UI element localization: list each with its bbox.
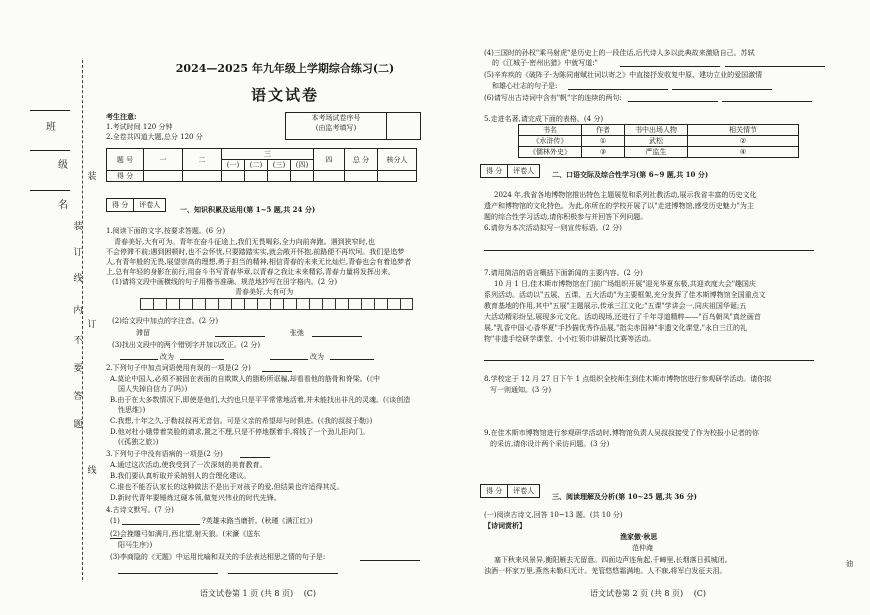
- margin-char: 要: [73, 364, 83, 374]
- book-cell[interactable]: ①: [582, 136, 625, 147]
- score-table: [106, 148, 417, 182]
- footer-left: [200, 588, 316, 599]
- q1-passage: 不会停滞不前;遇到困顿时,也不会怀忧,只要踏踏实实,就会敞开怀抱,前路便不再坎坷。我们是追梦: [106, 248, 405, 256]
- answer-line[interactable]: [672, 89, 772, 90]
- q4-line: 的《江城子·密州出猎》中就写道:": [492, 59, 598, 67]
- news-text: 教育基地的作用,其中"五展"主题展示,传承三江文化;"五课"学讲会一,同庆祖国华诞;五: [484, 302, 747, 310]
- score-cell[interactable]: [268, 171, 291, 182]
- answer-line[interactable]: [122, 524, 200, 525]
- score-cell[interactable]: [291, 171, 314, 182]
- book-table: [518, 124, 799, 158]
- poem-line: 浊酒一杯家万里,燕然未勒归无计。羌管悠悠霜满地。人不寐,将军白发征夫泪。: [484, 567, 727, 575]
- score-header: 核分人: [378, 149, 417, 171]
- book-cell[interactable]: ②: [688, 136, 799, 147]
- q1-passage: 人,有青年般的无畏,展望崇高的理想,勇于担当的精神,相信青春的未来无比灿烂,青春也会有着追梦者: [106, 258, 412, 266]
- score-header: 四: [314, 149, 345, 171]
- edge-char: 油: [846, 560, 853, 568]
- answer-line[interactable]: [725, 66, 825, 67]
- section-1-heading: 一、知识积累及运用(第 1~5 题,共 24 分): [180, 205, 316, 214]
- score-header: 二: [183, 149, 222, 171]
- margin-char: 题: [73, 420, 83, 430]
- q1-sub3: (3)找出文段中的两个错别字并加以改正。(2 分): [112, 341, 261, 349]
- q3-option-a: A.通过这次活动,使我受到了一次深刻的美育教育。: [110, 461, 267, 469]
- q2-option-a: A.莫论中国人,必须不被固在表面的自欺欺人的脂粉所诓骗,却看看他的筋骨和脊梁。(《中: [110, 375, 380, 383]
- q8-stem: 写一则通知。(3 分): [490, 386, 552, 394]
- seat-number-field[interactable]: [385, 112, 421, 140]
- score-cell[interactable]: [378, 171, 417, 182]
- poem-author: 范仲淹: [632, 544, 653, 552]
- notes-block: [106, 112, 203, 142]
- book-cell: 严监生: [625, 147, 688, 158]
- book-table-header: 作者: [582, 125, 625, 136]
- q4-line: (6)请写出古诗词中含有"帆"字的连续的两句:: [484, 94, 622, 102]
- seat-number-box: [285, 112, 387, 140]
- grader-box: [480, 484, 540, 498]
- q3-option-c: C.谁也不能否认家长的这种做法不是出于对孩子的爱,但结果也许适得其反。: [110, 483, 344, 491]
- note-item: 1.考试时间 120 分钟: [106, 123, 173, 131]
- section-2-heading: 二、口语交际及综合性学习(第 6~9 题,共 10 分): [552, 170, 709, 179]
- q1-passage: 上,总有年轻的身影在前行,用奋斗书写青春华章,以青春之我让未来精彩,青春力量将发挥出来。: [106, 268, 395, 276]
- q4-line: (2)会挽雕弓如满月,西北望,射天狼。(宋濂《送东: [110, 530, 261, 538]
- seat-sublabel: (由监考填写): [315, 124, 357, 132]
- score-header: 一: [144, 149, 183, 171]
- intro-text: 题的综合性学习活动,请你积极参与并回答下列问题。: [484, 213, 648, 221]
- cut-mark: 订: [87, 320, 97, 330]
- q2-option-b: 性思维》): [118, 406, 146, 414]
- footer-right: [590, 588, 706, 599]
- news-text: 系列活动。活动以"五展、五课、五大活动"为主要框架,充分发挥了佳木斯博物馆全国重点文: [484, 291, 766, 299]
- q8-stem: 8.学校定于 12 月 27 日下午 1 点组织全校师生到佳木斯市博物馆进行参观研学活动。请你拟: [484, 375, 772, 383]
- answer-line[interactable]: [330, 359, 374, 360]
- q2-stem: 2.下列句子中加点词语使用有误的一项是(2 分): [106, 364, 251, 372]
- answer-line[interactable]: [270, 359, 308, 360]
- seat-label: 本考场试卷序号: [311, 114, 361, 122]
- score-row-label: 得 分: [107, 171, 144, 182]
- news-text: 大活动精彩纷呈,展现多元文化。活动现场,还进行了千年寻道精粹——"百鸟朝凤"真丝画首: [484, 313, 761, 321]
- answer-line[interactable]: [484, 360, 814, 361]
- grader-reviewer-label: 评卷人: [513, 167, 535, 175]
- pinyin-word: 张弛: [290, 329, 304, 337]
- grader-reviewer-label: 评卷人: [139, 201, 161, 209]
- answer-line[interactable]: [568, 89, 668, 90]
- q3-option-d: D.新时代青年要锤炼过硬本领,做复兴伟业的时代先锋。: [110, 494, 281, 502]
- score-subheader: (一): [222, 160, 245, 171]
- q2-option-b: B.由于在大多数情况下,即使是他们,大约也只是平平常常地活着,并未能找出非凡的灵魂。(《谈创造: [110, 396, 411, 404]
- score-cell[interactable]: [144, 171, 183, 182]
- q4-stem: 4.古诗文默写。(7 分): [106, 506, 174, 514]
- margin-char: 订: [73, 248, 83, 258]
- score-cell[interactable]: [245, 171, 268, 182]
- score-cell[interactable]: [222, 171, 245, 182]
- binding-margin: [0, 0, 100, 615]
- class-line: [30, 110, 70, 111]
- writing-grid[interactable]: [140, 298, 413, 310]
- answer-line[interactable]: [118, 573, 218, 574]
- answer-line[interactable]: [312, 336, 362, 337]
- grader-score-label: 得 分: [107, 199, 134, 211]
- exam-title: 2024—2025 年九年级上学期综合练习(二): [175, 62, 395, 75]
- q4-line: (1): [110, 517, 120, 525]
- q4-line: ?英雄未路当磨折。(秋瑾《满江红》): [202, 517, 313, 525]
- change-label: 改为: [160, 353, 174, 361]
- footer-right-text: 语文试卷第 2 页 (共 8 页): [590, 589, 684, 598]
- note-item: 2.全卷共四道大题,总分 120 分: [106, 133, 203, 141]
- intro-text: 遗产和博物馆的文化特色。为此,你所在的学校开展了以"走进博物馆,感受历史魅力"为主: [484, 202, 754, 210]
- cut-mark: 线: [87, 466, 97, 476]
- q4-line: (3)李商隐的《无题》中运用比喻和双关的手法表达相思之情的句子是:: [110, 553, 326, 561]
- grader-reviewer-label: 评卷人: [513, 487, 535, 495]
- q4-line: 和雄心壮志的句子是:: [492, 82, 558, 90]
- book-cell[interactable]: ④: [688, 147, 799, 158]
- grader-score-label: 得 分: [481, 165, 508, 177]
- answer-line[interactable]: [628, 101, 718, 102]
- answer-line[interactable]: [722, 101, 812, 102]
- score-subheader: (三): [268, 160, 291, 171]
- q4-line: (4)三国时的孙权"乘马射虎"是历史上的一段佳话,后代诗人多以此典故来激励自己。苏轼: [484, 49, 755, 57]
- book-cell[interactable]: ③: [582, 147, 625, 158]
- news-text: 10 月 1 日,佳木斯市博物馆在门前广场组织开展"迎光华夏东极,共迎欢度大会"趣国庆: [494, 280, 756, 288]
- grader-score-label: 得 分: [481, 485, 508, 497]
- margin-char: 线: [73, 274, 83, 284]
- poem-title: 渔家傲·秋思: [620, 532, 658, 541]
- book-table-header: 相关情节: [688, 125, 799, 136]
- score-subheader: (二): [245, 160, 268, 171]
- reading-part: (一)阅读古诗文,回答 10~13 题。(共 10 分): [484, 511, 623, 519]
- q3-option-b: B.我们要认真听取并采纳别人的合理化建议。: [110, 472, 251, 480]
- name-label: 名: [58, 200, 68, 211]
- score-header: 总 分: [345, 149, 378, 171]
- answer-line[interactable]: [262, 371, 292, 372]
- q9-stem: 的采访,请你设计两个采访问题。(3 分): [490, 440, 610, 448]
- book-table-header: 书中出场人物: [625, 125, 688, 136]
- score-header: 题 号: [107, 149, 144, 171]
- grade-label: 级: [58, 160, 68, 171]
- q1-stem: 1.阅读下面的文字,按要求答题。(6 分): [106, 227, 226, 235]
- news-text: 物"非遗手绘研学课堂、小小红领巾讲解员比赛等活动。: [484, 335, 656, 343]
- footer-left-text: 语文试卷第 1 页 (共 8 页): [200, 589, 294, 598]
- margin-char: 答: [73, 392, 83, 402]
- score-cell[interactable]: [345, 171, 378, 182]
- footer-variant: (C): [693, 589, 707, 598]
- q7-stem: 7.请用简洁的语言概括下面新闻的主要内容。(2 分): [484, 269, 643, 277]
- grader-box: [106, 198, 166, 212]
- cut-line: [82, 60, 83, 580]
- notes-heading: 考生注意:: [106, 112, 137, 121]
- class-label: 班: [46, 122, 56, 133]
- answer-line[interactable]: [620, 66, 720, 67]
- answer-line[interactable]: [120, 359, 158, 360]
- answer-line[interactable]: [484, 250, 814, 251]
- copy-text: 青春美好,大有可为: [235, 288, 294, 296]
- answer-line[interactable]: [240, 457, 270, 458]
- q2-option-d: D.他对杜小娥带着笑脸的请求,置之不理,只是不停地摆着手,将钱了一个劲儿拒向门。: [110, 428, 370, 436]
- poem-line: 塞下秋来风景异,衡阳雁去无留意。四面边声连角起,千嶂里,长烟落日孤城闭。: [494, 556, 732, 564]
- q9-stem: 9.在佳木斯市博物馆进行参观研学活动时,博物馆负责人吴叔叔接受了作为校报小记者的你: [484, 429, 759, 437]
- q1-sub2: (2)给文段中加点的字注音。(2 分): [112, 317, 219, 325]
- answer-line[interactable]: [215, 336, 265, 337]
- q4-line: (5)辛弃疾的《破阵子·为陈同甫赋壮词以寄之》中直接抒发收复中原、建功立业的爱国激情: [484, 71, 763, 79]
- score-cell[interactable]: [183, 171, 222, 182]
- q4-line-text: 会挽雕弓如满月,西北望,射天狼。(宋濂《送东: [119, 530, 261, 538]
- book-cell: 《儒林外史》: [519, 147, 582, 158]
- q2-option-a: 国人失掉自信力了吗》): [118, 385, 188, 393]
- book-cell: 《水浒传》: [519, 136, 582, 147]
- subject-title: 语文试卷: [250, 86, 319, 104]
- q3-stem: 3.下列句子中没有语病的一项是(2 分): [106, 450, 223, 458]
- answer-line[interactable]: [228, 573, 338, 574]
- footer-variant: (C): [303, 589, 317, 598]
- reading-tag: 【诗词赏析】: [484, 521, 526, 530]
- grader-box: [480, 164, 540, 178]
- book-table-header: 书名: [519, 125, 582, 136]
- book-cell: 武松: [625, 136, 688, 147]
- section-3-heading: 三、阅读理解及分析(第 10~25 题,共 36 分): [552, 492, 697, 501]
- intro-text: 2024 年,我省各地博物馆推出特色主题展览和系列社教活动,展示我省丰富的历史文化: [494, 191, 757, 199]
- margin-char: 装: [73, 222, 83, 232]
- grade-line: [30, 150, 70, 151]
- score-subheader: (四): [291, 160, 314, 171]
- q1-sub1: (1)请将文段中画横线的句子用楷书准确、规范地抄写在田字格内。(2 分): [112, 278, 338, 286]
- margin-char: 不: [73, 336, 83, 346]
- q1-passage: 青春美好,大有可为。青年在奋斗征途上,我们无畏喝彩,全力向前奔跑。遇到狭窄时,也: [114, 238, 375, 246]
- q5-stem: 5.走进名著,请完成下面的表格。(4 分): [484, 115, 604, 123]
- pinyin-word: 滞留: [136, 329, 150, 337]
- margin-char: 内: [73, 306, 83, 316]
- change-label: 改为: [310, 353, 324, 361]
- name-line: [30, 190, 70, 191]
- q4-line: 阳马生序》): [118, 541, 153, 549]
- cut-mark: 装: [87, 172, 97, 182]
- q2-option-d: (《孤独之旅》): [118, 438, 159, 446]
- news-text: 展,"乳香中国·心香华夏"手抄描优秀作品展,"指尖赤国神"非遗文化课堂,"永白三江的礼: [484, 324, 747, 332]
- score-header: 三: [222, 149, 314, 160]
- score-cell[interactable]: [314, 171, 345, 182]
- q2-option-c: C.我想,十年之久,于勒叔叔再无音信。可是父亲的希望却与时俱进。(《我的叔叔于勒》): [110, 417, 373, 425]
- answer-line[interactable]: [180, 359, 224, 360]
- q6-stem: 6.请你为本次活动拟写一则宣传标语。(2 分): [484, 224, 622, 232]
- answer-line[interactable]: [360, 560, 420, 561]
